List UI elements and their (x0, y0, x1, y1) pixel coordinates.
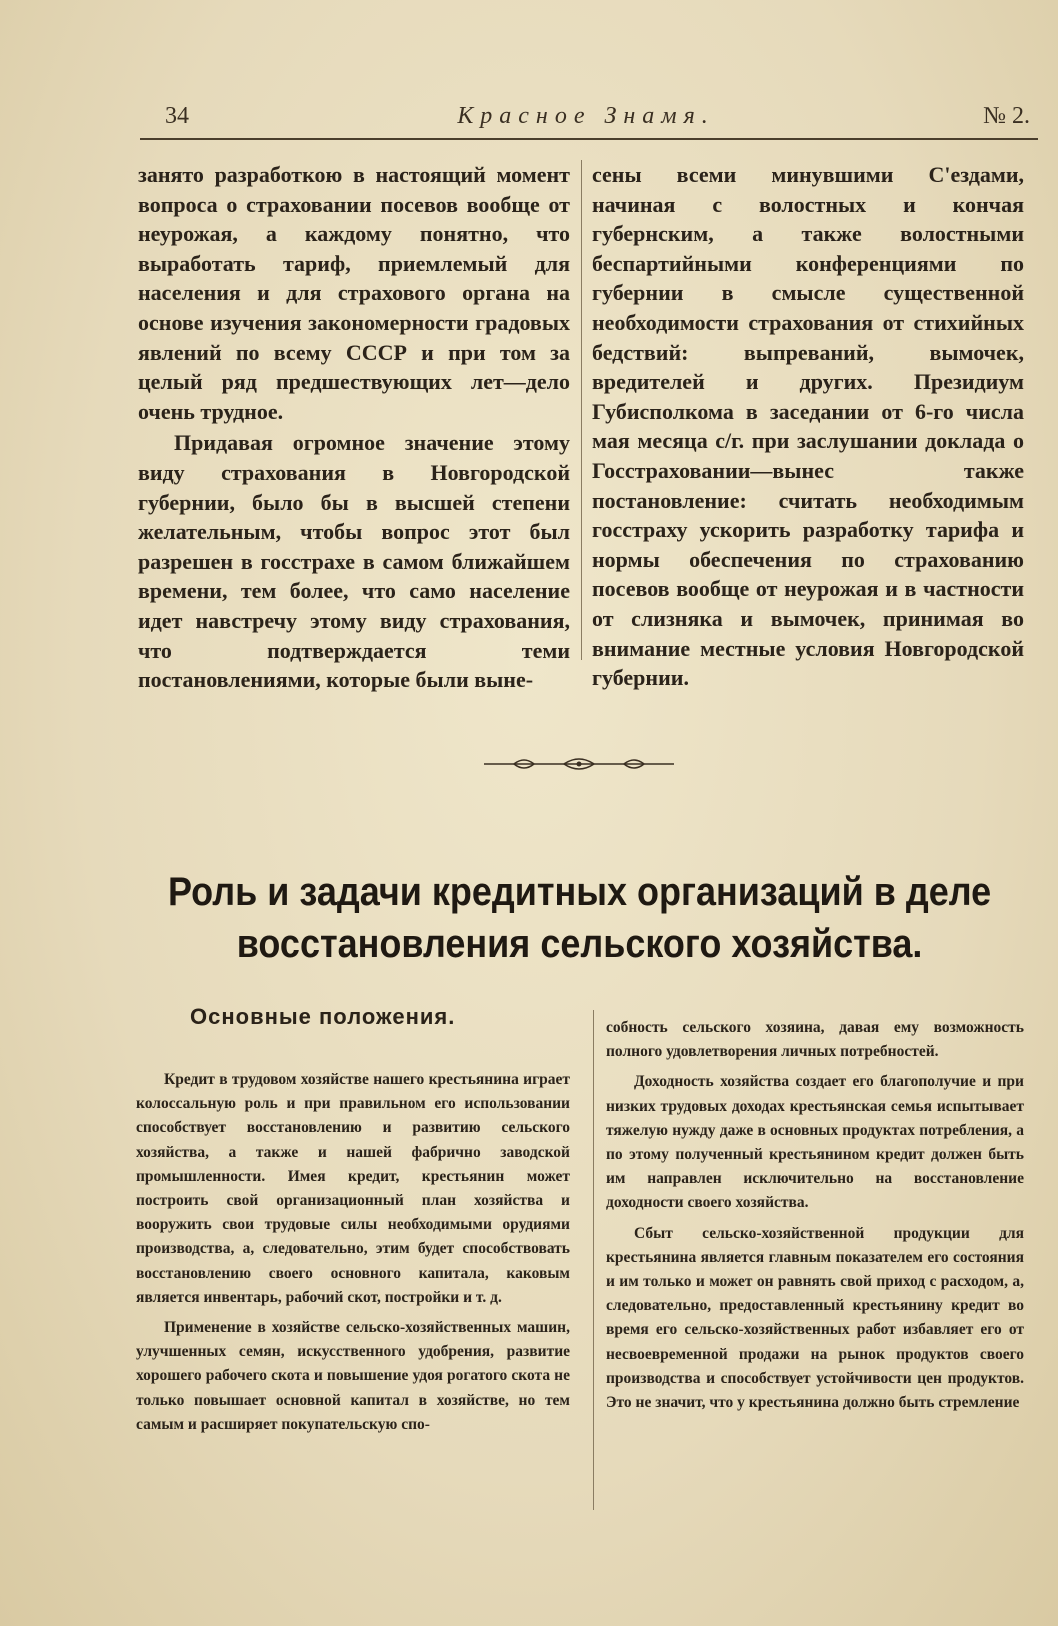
paragraph: сены всеми минувшими С'ездами, начиная с волостных и кончая губернским, а также волостными беспартийными конференциями по губернии в смысле существенной необходимости страхования от стихийных бедствий: выпреваний, вымочек, вредителей и других. Президиум Губисполкома в заседании от 6-го числа мая месяца с/г. при заслушании доклада о Госстраховании—вынес также постановление: считать необходимым госстраху ускорить разработку тарифа и нормы обеспечения по страхованию посевов вообще от неурожая и в частности от слизняка и вымочек, принимая во внимание местные условия Новгородской губернии. (592, 162, 1024, 691)
page-number: 34 (165, 102, 189, 129)
column-divider (581, 160, 582, 660)
top-left-column (138, 160, 570, 695)
paragraph: Доходность хозяйства создает его благополучие и при низких трудовых доходах крестьянская семья испытывает тяжелую нужду даже в основных продуктах потребления, а по этому полученный крестьянином кредит должен быть им направлен исключительно на восстановление доходности своего хозяйства. (606, 1073, 1024, 1212)
article-right-column (606, 1016, 1024, 1415)
article-title: Роль и задачи кредитных организаций в деле восстановления сельского хозяйства. (168, 870, 992, 966)
paragraph: занято разработкою в настоящий момент вопроса о страховании посевов вообще от неурожая, а каждому понятно, что выработать тариф, приемлемый для населения и для страхового органа на основе изучения закономерности градовых явлений по всему СССР и при том за целый ряд предшествующих лет—дело очень трудное. (138, 162, 570, 424)
top-right-column (592, 160, 1024, 693)
ornament-divider (484, 756, 674, 772)
paragraph: Кредит в трудовом хозяйстве нашего крестьянина играет колоссальную роль и при правильном его использовании способствует восстановлению и развитию сельского хозяйства, а также и нашей фабрично заводской промышленности. Имея кредит, крестьянин может построить свой организационный план хозяйства и вооружить свои трудовые силы необходимыми орудиями производства, а, следовательно, этим будет способствовать восстановлению своего основного капитала, каковым является инвентарь, рабочий скот, постройки и т. д. (136, 1071, 570, 1306)
paragraph: Придавая огромное значение этому виду страхования в Новгородской губернии, было бы в высшей степени желательным, чтобы вопрос этот был разрешен в госстрахе в самом ближайшем времени, тем более, что само население идет навстречу этому виду страхования, что подтверждается теми постановлениями, которые были выне- (138, 430, 570, 693)
paragraph: собность сельского хозяина, давая ему возможность полного удовлетворения личных потребностей. (606, 1019, 1024, 1061)
article-subtitle: Основные положения. (190, 1004, 456, 1029)
column-divider (593, 1010, 594, 1510)
issue-number: № 2. (983, 102, 1030, 129)
article-left-column (136, 1062, 570, 1437)
header-rule (140, 138, 1038, 140)
journal-title: Красное Знамя. (457, 102, 715, 129)
paragraph: Сбыт сельско-хозяйственной продукции для крестьянина является главным показателем его состояния и им только и может он равнять свой приход с расходом, а, следовательно, предоставленный крестьянину кредит во время его сельско-хозяйственных работ избавляет его от несвоевременной продажи на рынок продуктов своего производства и способствует устойчивости цен продуктов. Это не значит, что у крестьянина должно быть стремление (606, 1224, 1024, 1412)
paragraph: Применение в хозяйстве сельско-хозяйственных машин, улучшенных семян, искусственного удобрения, развитие хорошего рабочего скота и повышение удоя рогатого скота не только повышает основной капитал в хозяйстве, но тем самым и расширяет покупательскую спо- (136, 1319, 570, 1433)
page-header (165, 96, 1030, 136)
